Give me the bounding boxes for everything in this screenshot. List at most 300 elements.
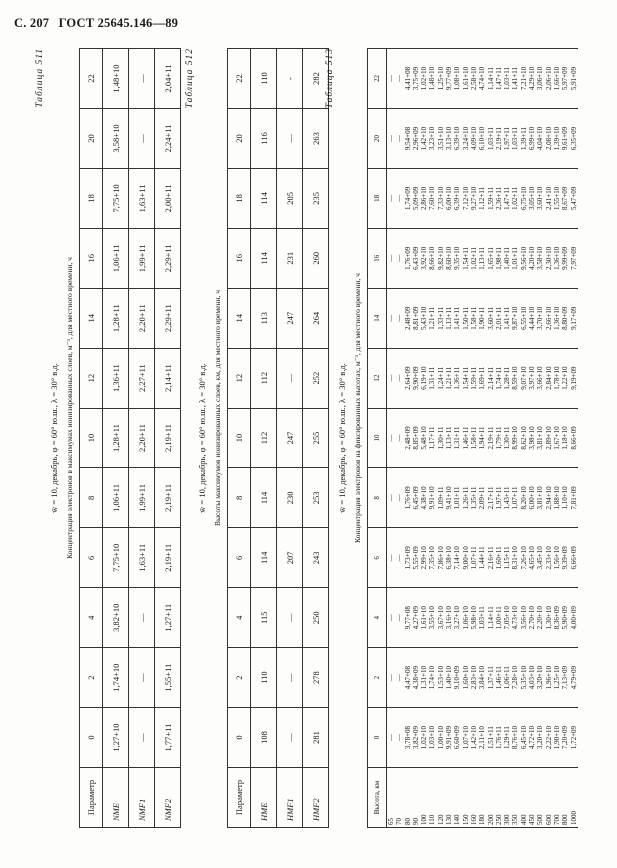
hour-header: 0 [228,708,251,768]
value-cell: 1,21+11 [428,306,437,330]
value-cell: 1,63+11 [129,168,155,228]
value-cell: — [387,374,395,382]
value-cell: 6,38+10 [445,546,454,570]
value-cell: 4,41+08 [403,66,412,91]
value-cell: 2,19+11 [155,468,181,528]
param-header: Параметр [228,768,251,828]
value-cell: — [277,588,303,648]
value-cell: 1,50+11 [461,306,470,330]
value-cell: 3,82+09 [411,725,420,750]
value-cell: 1,27+10 [103,708,129,768]
height-value: 65 [387,818,395,825]
value-cell: 1,36+10 [552,246,561,270]
value-cell: 3,81+10 [536,426,545,450]
height-value: 400 [519,814,528,825]
value-cell: 1,06+11 [503,666,512,690]
value-cell: — [395,434,404,442]
value-cell: 1,74+11 [494,366,503,390]
value-cell: 7,28+10 [511,666,520,690]
value-cell: 4,20+10 [528,246,537,270]
height-value: 90 [411,818,420,825]
height-value: 70 [395,818,404,825]
height-value: 100 [420,814,429,825]
value-cell: — [129,648,155,708]
value-cell: 1,08+10 [453,66,462,91]
rotated-content [35,48,595,848]
value-cell: 1,12+11 [478,186,487,210]
value-cell: 1,02+11 [469,246,478,270]
param-name: NMF2 [155,768,181,828]
value-cell: 9,99+09 [561,246,570,270]
hour-header: 4 [368,588,387,648]
hour-header: 8 [368,468,387,528]
value-cell: 5,90+09 [561,606,570,630]
value-cell: 4,00+09 [569,606,578,630]
hour-header: 12 [368,348,387,408]
value-cell: 3,51+10 [436,126,445,151]
value-cell: — [387,494,395,502]
value-cell: — [387,614,395,622]
value-cell: 7,26+10 [519,546,528,570]
value-cell: 7,35+10 [428,546,437,570]
value-cell: 1,74+09 [403,186,412,210]
value-cell: 2,19+11 [494,127,503,150]
value-cell: 5,35+10 [519,666,528,690]
value-cell: 8,81+09 [411,306,420,330]
value-cell: 7,05+10 [503,606,512,630]
value-cell: 3,56+10 [519,606,528,630]
hour-header: 20 [228,109,251,169]
table-511 [79,48,181,828]
value-cell: 1,03+11 [511,127,520,150]
value-cell: 1,90+10 [552,725,561,750]
value-cell: 1,61+10 [461,66,470,91]
value-cell: 2,64+09 [403,366,412,390]
value-cell: 6,75+10 [519,186,528,210]
value-cell: 2,89+10 [544,426,553,450]
value-cell: 2,16+11 [486,546,495,570]
value-cell: 114 [251,528,277,588]
value-cell: 260 [303,228,329,288]
value-cell: 3,58+10 [103,109,129,169]
value-cell: — [387,134,395,142]
value-cell: 9,77+09 [445,66,454,91]
hour-header: 18 [228,168,251,228]
value-cell: 3,67+10 [436,606,445,630]
table-513 [367,48,578,828]
value-cell: 9,10+09 [453,666,462,690]
value-cell: 2,11+10 [478,726,487,750]
hour-header: 20 [368,109,387,169]
value-cell: 1,07+11 [511,486,520,510]
value-cell: 247 [277,408,303,468]
value-cell: 1,33+11 [436,306,445,330]
value-cell: — [129,109,155,169]
value-cell: 235 [303,168,329,228]
value-cell: 1,42+10 [420,126,429,151]
value-cell: 1,31+11 [453,426,462,450]
value-cell: 5,55+09 [411,546,420,570]
value-cell: 1,41+11 [453,306,462,330]
value-cell: 1,40+11 [503,246,512,270]
value-cell: 3,66+10 [536,366,545,390]
value-cell: 2,19+11 [155,528,181,588]
hour-header: 18 [80,168,103,228]
value-cell: — [395,614,404,622]
value-cell: 6,66+09 [569,546,578,570]
hour-header: 8 [228,468,251,528]
table-row [103,49,129,828]
value-cell: 1,44+11 [478,546,487,570]
hour-header: 0 [368,708,387,768]
value-cell: 1,25+10 [436,66,445,91]
value-cell: — [277,109,303,169]
value-cell: 264 [303,288,329,348]
value-cell: 2,48+09 [403,306,412,330]
value-cell: 1,28+11 [103,408,129,468]
value-cell: 1,53+10 [436,666,445,690]
value-cell: 3,84+10 [478,666,487,690]
value-cell: 5,97+09 [561,66,570,91]
value-cell: 7,86+10 [436,546,445,570]
value-cell: 9,61+09 [561,126,570,151]
value-cell: 1,74+10 [428,666,437,690]
value-cell: 3,70+10 [536,306,545,330]
value-cell: 7,75+10 [103,528,129,588]
value-cell: 7,81+09 [569,486,578,510]
value-cell: 1,27+11 [155,588,181,648]
height-value: 140 [453,814,462,825]
value-cell: 8,66+09 [569,426,578,450]
height-value: 180 [478,814,487,825]
value-cell: 9,82+10 [436,246,445,270]
table-513-title: w̄ = 10, декабрь, φ = 60° ю.ш., λ = 30° в.д. [337,363,347,513]
value-cell: 263 [303,109,329,169]
value-cell: — [395,314,404,322]
value-cell: 1,30+11 [436,426,445,450]
value-cell: 2,29+11 [155,288,181,348]
value-cell: 243 [303,528,329,588]
hour-header: 20 [80,109,103,169]
hour-header: 2 [80,648,103,708]
value-cell: 116 [251,109,277,169]
value-cell: 1,98+11 [494,246,503,270]
value-cell: — [129,588,155,648]
value-cell: 8,60+10 [445,246,454,270]
table-511-subtitle: Концентрация электронов в максимумах ионизированных слоев, м⁻³, для местного времени, ч [65,257,74,559]
value-cell: 7,60+10 [428,186,437,210]
hour-header: 12 [80,348,103,408]
value-cell: 115 [251,588,277,648]
value-cell: 114 [251,468,277,528]
height-column [387,768,578,828]
value-column [387,348,578,408]
hour-header: 6 [80,528,103,588]
value-cell: 3,82+10 [103,588,129,648]
value-cell: 9,00+10 [461,546,470,570]
value-cell: 1,59+11 [469,366,478,390]
value-cell: 9,54+08 [403,126,412,151]
value-cell: 112 [251,408,277,468]
value-cell: 4,65+10 [528,546,537,570]
height-value: 500 [536,814,545,825]
value-cell: 1,74+10 [103,648,129,708]
hour-header: 16 [228,228,251,288]
value-cell: 2,36+11 [494,186,503,210]
value-cell: 5,43+10 [420,306,429,330]
hour-header: 14 [368,288,387,348]
param-name: HMF1 [277,768,303,828]
hour-header: 0 [80,708,103,768]
height-value: 160 [469,814,478,825]
value-cell: 9,56+10 [519,246,528,270]
value-cell: 1,43+11 [503,486,512,510]
value-cell: — [387,254,395,262]
hour-header: 12 [228,348,251,408]
value-cell: 1,59+11 [486,186,495,210]
value-cell: 1,00+11 [494,606,503,630]
value-cell: 2,58+10 [469,66,478,91]
value-column [387,468,578,528]
value-cell: 4,44+10 [528,306,537,330]
value-cell: 281 [303,708,329,768]
table-513-data-row [387,49,578,828]
height-value: 800 [561,814,570,825]
value-cell: 4,29+10 [528,66,537,91]
value-cell: 250 [303,588,329,648]
value-cell: 114 [251,228,277,288]
value-cell: 2,33+10 [544,546,553,570]
value-cell: — [387,674,395,682]
table-row [277,49,303,828]
value-cell: 9,90+09 [411,366,420,390]
value-cell: — [395,75,404,83]
value-cell: 3,81+10 [536,486,545,510]
value-cell: 3,60+10 [536,186,545,210]
table-511-label: Таблица 511 [35,48,45,108]
value-cell: 3,05+10 [528,186,537,210]
height-value: 450 [528,814,537,825]
value-cell: 1,54+11 [461,246,470,270]
value-cell: 1,76+09 [403,246,412,270]
value-cell: 1,06+10 [461,606,470,630]
value-cell: — [395,494,404,502]
value-cell: 8,66+10 [428,246,437,270]
value-cell: 1,97+11 [494,486,503,510]
value-cell: 6,99+10 [528,126,537,151]
value-cell: 1,13+11 [478,246,487,270]
value-cell: 3,16+10 [445,606,454,630]
table-row [129,49,155,828]
value-cell: 1,03+11 [486,127,495,150]
value-cell: 1,39+10 [552,126,561,151]
table-513-label: Таблица 513 [325,48,335,109]
value-cell: 1,55+10 [552,186,561,210]
value-cell: 252 [303,348,329,408]
value-cell: 1,01+11 [453,486,462,510]
value-cell: 8,31+10 [511,546,520,570]
value-cell: 1,14+11 [486,606,495,630]
value-cell: 3,55+10 [428,606,437,630]
value-cell: 1,41+11 [503,306,512,330]
hour-header: 22 [368,49,387,109]
height-value: 150 [461,814,470,825]
page-number: С. 207 [14,16,50,30]
value-cell: 6,39+10 [453,126,462,151]
standard-code: ГОСТ 25645.146—89 [58,16,179,30]
value-cell: 1,60+10 [461,666,470,690]
value-cell: 1,28+11 [103,288,129,348]
value-cell: 4,04+10 [536,126,545,151]
value-cell: 4,73+10 [511,606,520,630]
value-cell: 1,76+09 [403,486,412,510]
value-cell: 1,13+11 [445,426,454,450]
value-cell: 3,58+10 [536,246,545,270]
value-cell: 5,47+09 [569,186,578,210]
value-cell: 2,94+10 [544,486,553,510]
value-cell: 2,29+11 [155,228,181,288]
value-cell: 4,74+10 [478,66,487,91]
value-column [387,528,578,588]
value-cell: 5,91+09 [569,66,578,91]
hour-header: 4 [228,588,251,648]
value-cell: 1,15+11 [503,546,512,570]
value-column [387,228,578,288]
value-cell: 1,76+11 [494,726,503,750]
value-cell: 9,41+10 [445,486,454,510]
value-cell: 3,75+09 [411,66,420,91]
table-513-header-row [368,49,387,828]
value-cell: 1,22+10 [561,366,570,390]
value-cell: 7,97+09 [569,246,578,270]
value-cell: 7,33+10 [436,186,445,210]
value-cell: 1,77+11 [155,708,181,768]
value-column [387,708,578,768]
value-cell: 2,20+10 [536,606,545,630]
value-cell: 1,96+10 [544,666,553,690]
value-cell: 231 [277,228,303,288]
value-cell: 1,40+10 [445,666,454,690]
value-column [387,648,578,708]
value-cell: 2,09+11 [478,486,487,510]
value-cell: 3,92+10 [420,246,429,270]
value-cell: 9,87+10 [511,306,520,330]
value-cell: — [387,434,395,442]
value-cell: 9,39+09 [561,546,570,570]
value-cell: 1,37+11 [486,666,495,690]
height-value: 600 [544,814,553,825]
value-cell: 2,22+10 [544,725,553,750]
value-cell: 6,19+10 [420,366,429,390]
value-cell: 255 [303,408,329,468]
value-cell: 6,45+09 [411,486,420,510]
value-cell: 3,97+10 [528,366,537,390]
value-cell: — [395,194,404,202]
value-cell: 2,20+11 [129,288,155,348]
value-cell: 2,24+11 [155,109,181,169]
value-cell: 3,60+11 [486,306,495,330]
value-cell: 2,19+11 [486,426,495,450]
value-cell: 1,48+10 [428,66,437,91]
value-column [387,408,578,468]
value-column [387,109,578,169]
value-cell: 9,91+09 [445,725,454,750]
value-cell: 2,14+11 [486,366,495,390]
value-cell: 8,20+10 [519,486,528,510]
param-name: HME [251,768,277,828]
value-cell: 1,65+11 [486,246,495,270]
value-cell: 2,04+11 [155,49,181,109]
value-cell: 2,66+10 [544,306,553,330]
value-cell: 3,24+10 [461,126,470,151]
value-cell: 5,09+09 [411,186,420,210]
hour-header: 2 [368,648,387,708]
value-cell: 4,72+10 [528,725,537,750]
value-cell: 1,97+11 [503,127,512,150]
table-512-header-row [228,49,251,828]
height-value: 200 [486,814,495,825]
value-cell: 9,17+09 [569,306,578,330]
value-cell: 6,39+10 [453,186,462,210]
value-cell: — [277,708,303,768]
value-cell: 8,99+10 [511,426,520,450]
value-cell: 6,00+10 [445,186,454,210]
value-cell: 1,39+11 [519,127,528,150]
value-cell: 1,73+09 [403,546,412,570]
value-cell: 110 [251,49,277,109]
value-cell: 9,77+08 [403,606,412,630]
hour-header: 4 [80,588,103,648]
value-cell: 1,03+10 [428,725,437,750]
value-cell: 6,00+10 [528,486,537,510]
value-cell: 1,58+11 [469,426,478,450]
value-cell: — [395,374,404,382]
value-cell: — [277,348,303,408]
value-cell: 2,99+10 [420,546,429,570]
table-row [251,49,277,828]
height-value: 1000 [569,811,578,825]
value-cell: 1,17+11 [428,426,437,450]
value-cell: 9,91+10 [428,486,437,510]
value-cell: 1,14+11 [486,67,495,90]
height-value: 350 [511,814,520,825]
value-cell: 8,36+09 [552,606,561,630]
value-cell: — [387,75,395,83]
value-cell: 7,20+09 [561,725,570,750]
value-cell: 278 [303,648,329,708]
value-cell: 3,78+08 [403,725,412,750]
value-cell: 1,31+11 [428,366,437,390]
value-cell: 2,41+10 [544,186,553,210]
value-cell: 1,46+11 [494,666,503,690]
value-cell: 8,62+10 [519,426,528,450]
value-column [387,288,578,348]
value-cell: 6,35+09 [569,126,578,151]
value-cell: 1,54+11 [461,366,470,390]
value-cell: 3,20+10 [536,666,545,690]
value-cell: 1,07+11 [469,546,478,570]
value-cell: 1,47+11 [503,186,512,210]
value-cell: 4,27+09 [411,606,420,630]
value-cell: 3,45+10 [536,546,545,570]
value-cell: 3,98+10 [528,426,537,450]
value-cell: 1,24+11 [436,366,445,390]
value-cell: 6,60+09 [453,725,462,750]
value-cell: 114 [251,168,277,228]
value-cell: 1,03+11 [478,606,487,630]
value-cell: 4,38+10 [420,486,429,510]
table-512 [227,48,329,828]
